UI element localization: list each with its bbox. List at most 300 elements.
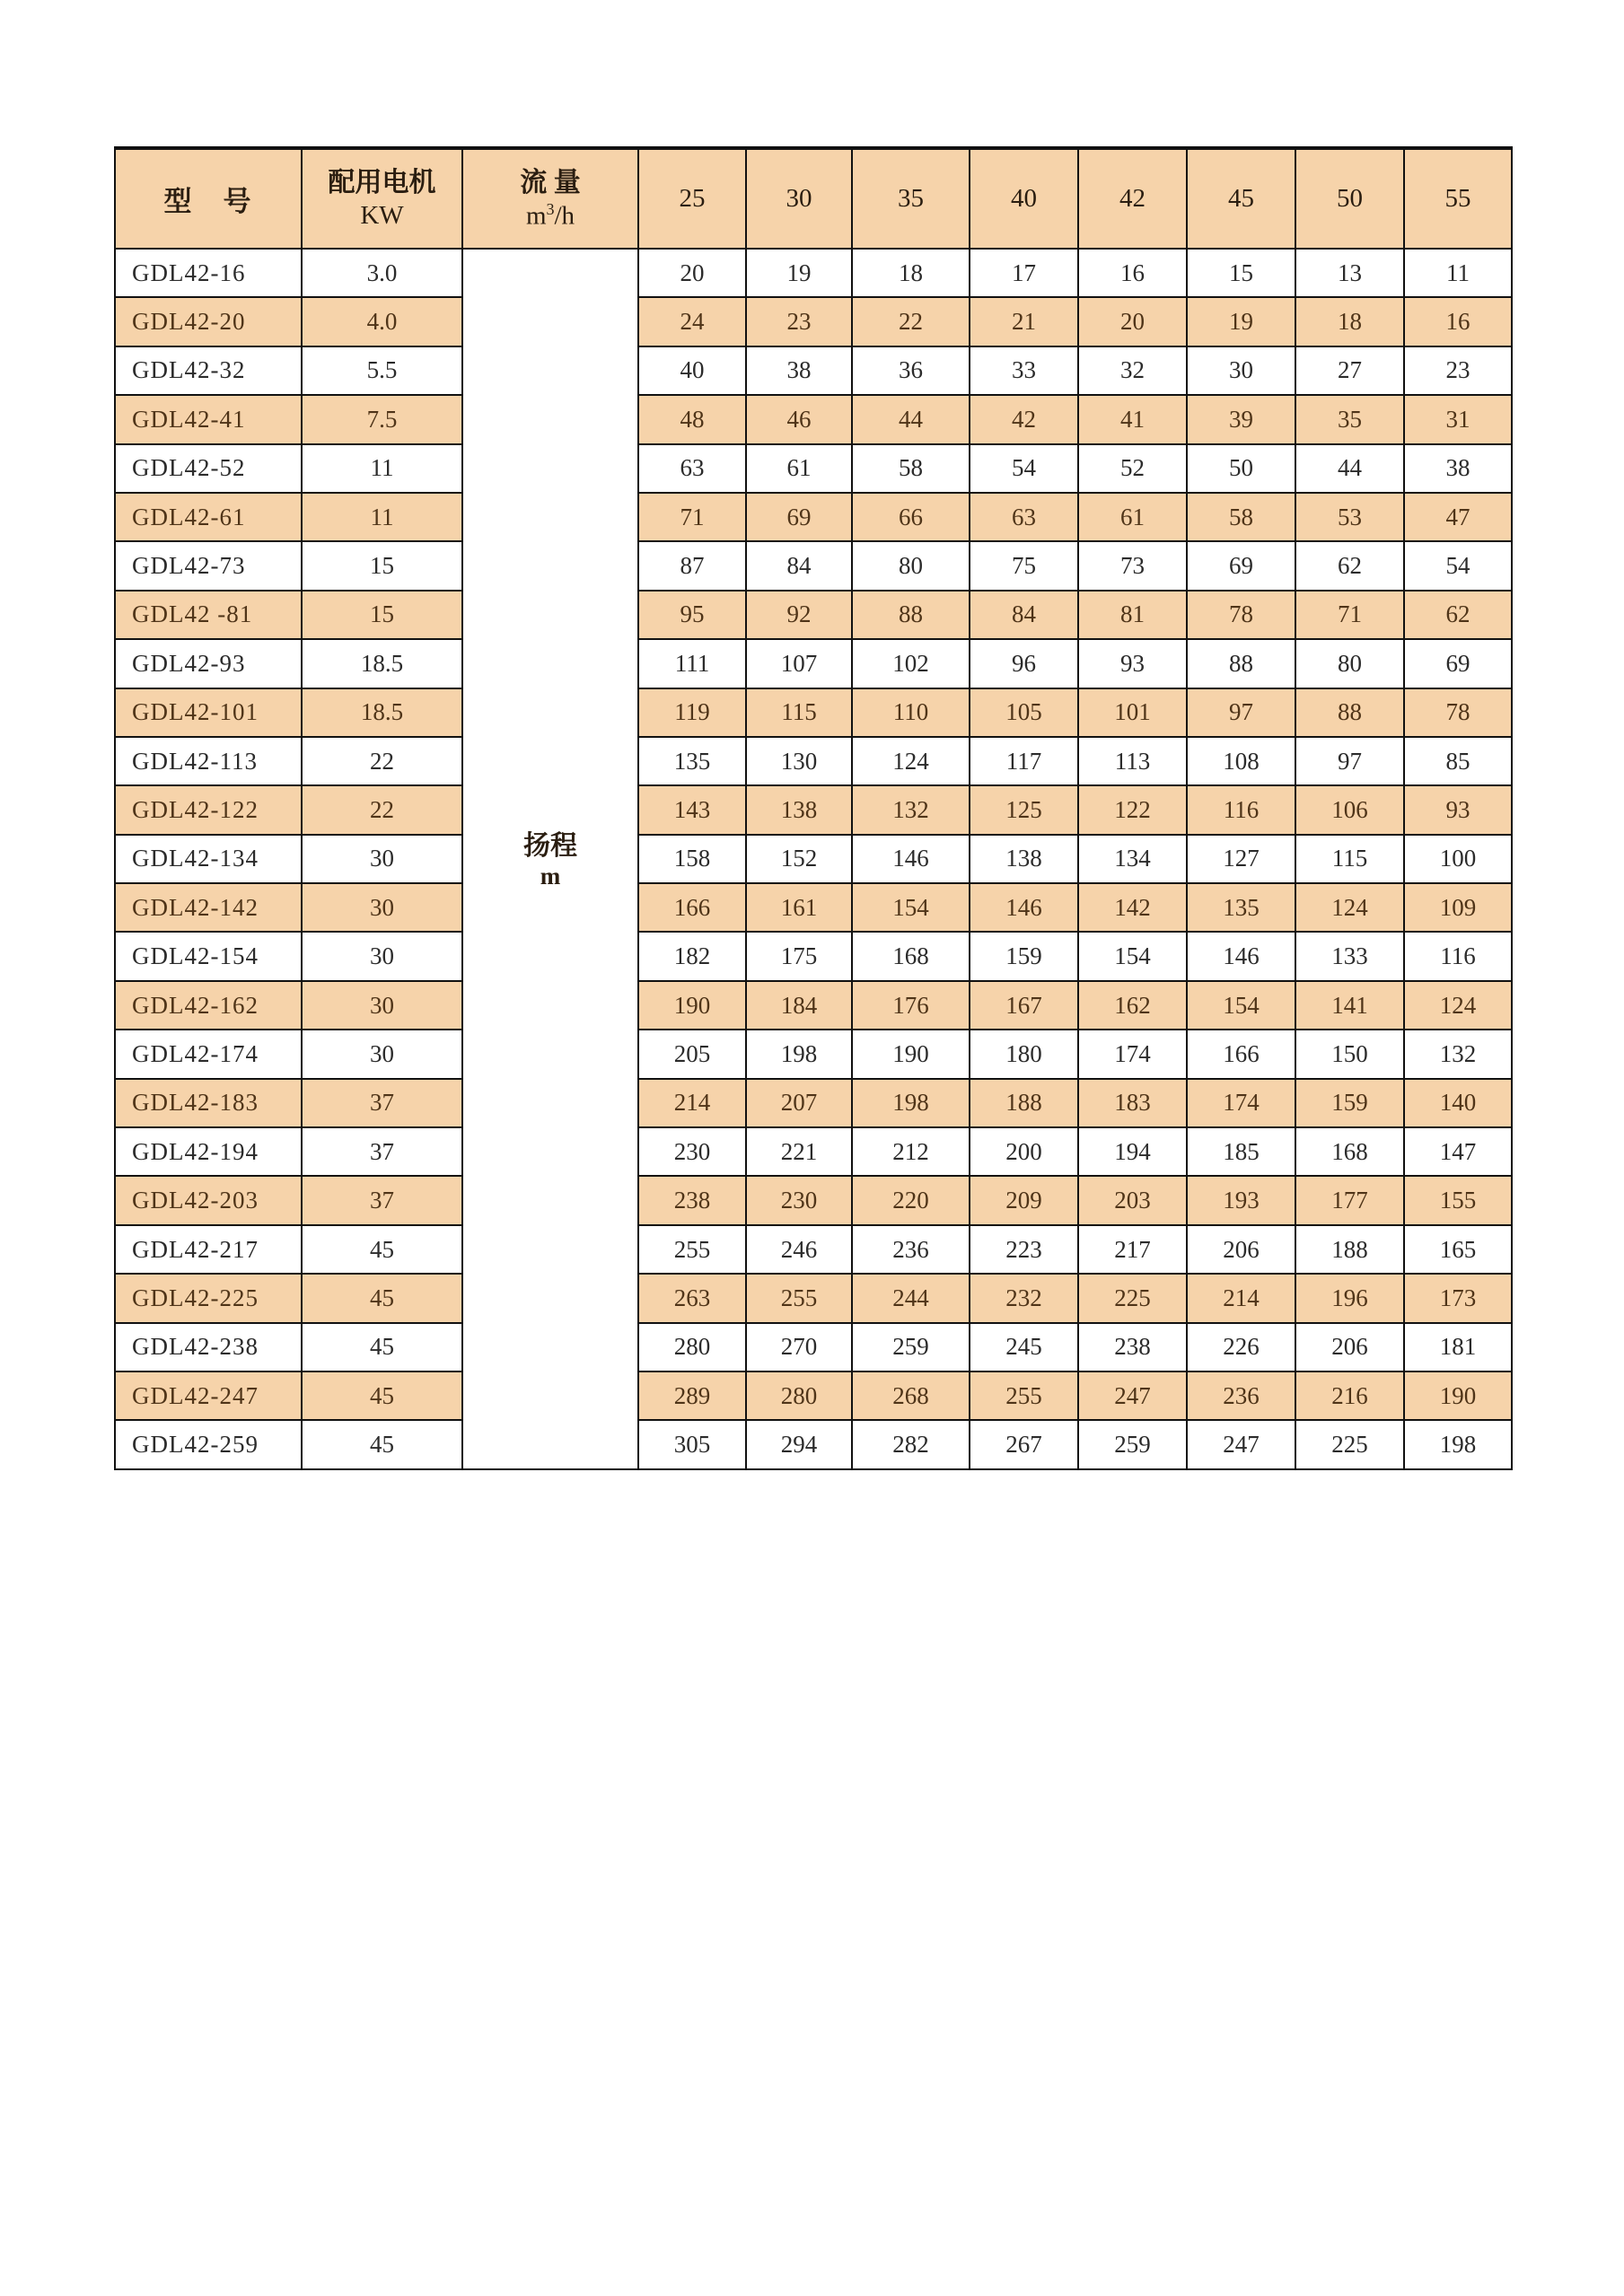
head-value-cell: 63 [970,493,1078,541]
head-value-cell: 18 [852,249,970,297]
head-unit: m [540,862,561,889]
head-value-cell: 146 [852,835,970,883]
table-row [115,639,1512,688]
table-row [115,1323,1512,1371]
model-cell: GDL42-259 [115,1420,302,1468]
head-value-cell: 73 [1078,541,1187,590]
head-value-cell: 85 [1404,737,1512,785]
head-value-cell: 71 [1295,591,1404,639]
head-value-cell: 181 [1404,1323,1512,1371]
head-value-cell: 125 [970,785,1078,834]
head-value-cell: 66 [852,493,970,541]
kw-cell: 45 [302,1323,462,1371]
head-value-cell: 150 [1295,1030,1404,1078]
model-cell: GDL42-113 [115,737,302,785]
head-value-cell: 81 [1078,591,1187,639]
head-value-cell: 127 [1187,835,1295,883]
head-value-cell: 154 [852,883,970,932]
model-cell: GDL42-16 [115,249,302,297]
model-cell: GDL42-203 [115,1176,302,1224]
head-value-cell: 119 [638,688,746,737]
head-value-cell: 88 [1187,639,1295,688]
table-header [115,148,1512,249]
head-value-cell: 40 [638,346,746,395]
head-value-cell: 53 [1295,493,1404,541]
head-value-cell: 143 [638,785,746,834]
head-value-cell: 268 [852,1371,970,1420]
head-value-cell: 17 [970,249,1078,297]
kw-cell: 30 [302,835,462,883]
head-value-cell: 141 [1295,981,1404,1030]
flow-unit-suffix: /h [554,201,575,231]
kw-cell: 37 [302,1127,462,1176]
head-value-cell: 101 [1078,688,1187,737]
model-cell: GDL42-32 [115,346,302,395]
kw-cell: 18.5 [302,688,462,737]
header-cell-motor [302,148,462,249]
head-value-cell: 206 [1187,1225,1295,1274]
head-value-cell: 124 [1404,981,1512,1030]
head-value-cell: 282 [852,1420,970,1468]
head-value-cell: 44 [852,395,970,443]
table-row [115,1127,1512,1176]
kw-cell: 30 [302,1030,462,1078]
kw-cell: 11 [302,444,462,493]
head-value-cell: 225 [1295,1420,1404,1468]
head-value-cell: 78 [1404,688,1512,737]
table-row [115,932,1512,980]
kw-cell: 37 [302,1079,462,1127]
head-value-cell: 142 [1078,883,1187,932]
head-value-cell: 71 [638,493,746,541]
head-value-cell: 39 [1187,395,1295,443]
head-value-cell: 161 [746,883,852,932]
head-value-cell: 62 [1295,541,1404,590]
kw-cell: 22 [302,785,462,834]
head-value-cell: 124 [852,737,970,785]
head-value-cell: 107 [746,639,852,688]
table-row [115,249,1512,297]
head-value-cell: 177 [1295,1176,1404,1224]
header-cell-flow-25: 25 [638,148,746,249]
head-value-cell: 124 [1295,883,1404,932]
kw-cell: 45 [302,1371,462,1420]
head-value-cell: 30 [1187,346,1295,395]
kw-cell: 7.5 [302,395,462,443]
head-value-cell: 61 [1078,493,1187,541]
head-value-cell: 16 [1404,297,1512,346]
model-cell: GDL42-225 [115,1274,302,1322]
head-value-cell: 173 [1404,1274,1512,1322]
model-cell: GDL42-61 [115,493,302,541]
head-value-cell: 194 [1078,1127,1187,1176]
head-value-cell: 92 [746,591,852,639]
head-value-cell: 174 [1078,1030,1187,1078]
model-cell: GDL42-101 [115,688,302,737]
kw-cell: 11 [302,493,462,541]
kw-cell: 37 [302,1176,462,1224]
head-value-cell: 220 [852,1176,970,1224]
head-value-cell: 188 [1295,1225,1404,1274]
table-row [115,1225,1512,1274]
head-value-cell: 190 [852,1030,970,1078]
head-value-cell: 168 [852,932,970,980]
head-value-cell: 185 [1187,1127,1295,1176]
head-value-cell: 140 [1404,1079,1512,1127]
model-cell: GDL42-247 [115,1371,302,1420]
model-cell: GDL42-52 [115,444,302,493]
flow-unit-base: m [525,201,547,231]
head-value-cell: 75 [970,541,1078,590]
flow-unit [463,200,637,232]
head-value-cell: 110 [852,688,970,737]
head-unit-cell [462,249,638,1469]
kw-cell: 45 [302,1225,462,1274]
model-cell: GDL42-93 [115,639,302,688]
head-value-cell: 180 [970,1030,1078,1078]
head-value-cell: 24 [638,297,746,346]
head-value-cell: 230 [746,1176,852,1224]
head-value-cell: 19 [1187,297,1295,346]
head-value-cell: 138 [746,785,852,834]
head-value-cell: 214 [638,1079,746,1127]
head-value-cell: 221 [746,1127,852,1176]
head-value-cell: 33 [970,346,1078,395]
table-row [115,785,1512,834]
model-cell: GDL42-134 [115,835,302,883]
head-value-cell: 84 [970,591,1078,639]
head-value-cell: 13 [1295,249,1404,297]
head-value-cell: 280 [746,1371,852,1420]
kw-cell: 45 [302,1274,462,1322]
head-value-cell: 102 [852,639,970,688]
head-value-cell: 247 [1187,1420,1295,1468]
head-value-cell: 54 [970,444,1078,493]
table-body [115,249,1512,1469]
head-value-cell: 19 [746,249,852,297]
model-cell: GDL42-238 [115,1323,302,1371]
head-value-cell: 294 [746,1420,852,1468]
model-cell: GDL42-154 [115,932,302,980]
head-value-cell: 152 [746,835,852,883]
head-value-cell: 54 [1404,541,1512,590]
model-cell: GDL42-41 [115,395,302,443]
head-value-cell: 183 [1078,1079,1187,1127]
head-value-cell: 96 [970,639,1078,688]
head-value-cell: 50 [1187,444,1295,493]
model-cell: GDL42-217 [115,1225,302,1274]
head-value-cell: 184 [746,981,852,1030]
head-value-cell: 236 [852,1225,970,1274]
model-cell: GDL42-162 [115,981,302,1030]
head-value-cell: 16 [1078,249,1187,297]
head-value-cell: 190 [1404,1371,1512,1420]
head-value-cell: 21 [970,297,1078,346]
head-value-cell: 154 [1078,932,1187,980]
head-value-cell: 162 [1078,981,1187,1030]
head-value-cell: 122 [1078,785,1187,834]
head-value-cell: 259 [1078,1420,1187,1468]
head-value-cell: 52 [1078,444,1187,493]
table-row [115,835,1512,883]
table-row [115,688,1512,737]
head-value-cell: 166 [638,883,746,932]
head-value-cell: 93 [1404,785,1512,834]
kw-cell: 15 [302,591,462,639]
header-cell-model: 型 号 [115,148,302,249]
head-value-cell: 58 [1187,493,1295,541]
head-value-cell: 109 [1404,883,1512,932]
table-row [115,346,1512,395]
head-value-cell: 69 [746,493,852,541]
head-value-cell: 198 [852,1079,970,1127]
head-value-cell: 62 [1404,591,1512,639]
table-row [115,1079,1512,1127]
head-value-cell: 159 [1295,1079,1404,1127]
table-row [115,297,1512,346]
model-cell: GDL42-73 [115,541,302,590]
head-value-cell: 198 [746,1030,852,1078]
head-value-cell: 259 [852,1323,970,1371]
kw-cell: 30 [302,981,462,1030]
head-value-cell: 146 [1187,932,1295,980]
head-value-cell: 225 [1078,1274,1187,1322]
head-value-cell: 38 [746,346,852,395]
motor-label: 配用电机 [328,168,436,198]
head-value-cell: 88 [1295,688,1404,737]
head-value-cell: 255 [970,1371,1078,1420]
head-value-cell: 95 [638,591,746,639]
head-value-cell: 217 [1078,1225,1187,1274]
head-value-cell: 97 [1295,737,1404,785]
flow-label: 流 量 [520,168,581,198]
head-value-cell: 246 [746,1225,852,1274]
header-cell-flow-30: 30 [746,148,852,249]
head-label: 扬程 [523,830,577,861]
head-value-cell: 167 [970,981,1078,1030]
head-value-cell: 63 [638,444,746,493]
kw-cell: 18.5 [302,639,462,688]
head-value-cell: 133 [1295,932,1404,980]
head-value-cell: 214 [1187,1274,1295,1322]
model-cell: GDL42-174 [115,1030,302,1078]
head-value-cell: 205 [638,1030,746,1078]
head-value-cell: 46 [746,395,852,443]
model-cell: GDL42-20 [115,297,302,346]
head-value-cell: 147 [1404,1127,1512,1176]
head-value-cell: 31 [1404,395,1512,443]
head-value-cell: 212 [852,1127,970,1176]
head-value-cell: 146 [970,883,1078,932]
head-value-cell: 27 [1295,346,1404,395]
head-value-cell: 61 [746,444,852,493]
head-value-cell: 58 [852,444,970,493]
head-value-cell: 69 [1404,639,1512,688]
head-value-cell: 236 [1187,1371,1295,1420]
header-row [115,148,1512,249]
head-value-cell: 130 [746,737,852,785]
head-value-cell: 42 [970,395,1078,443]
head-value-cell: 105 [970,688,1078,737]
kw-cell: 15 [302,541,462,590]
table-row [115,981,1512,1030]
header-cell-flow [462,148,638,249]
head-value-cell: 174 [1187,1079,1295,1127]
head-value-cell: 280 [638,1323,746,1371]
head-value-cell: 80 [852,541,970,590]
head-value-cell: 196 [1295,1274,1404,1322]
head-value-cell: 18 [1295,297,1404,346]
head-value-cell: 47 [1404,493,1512,541]
head-value-cell: 245 [970,1323,1078,1371]
head-value-cell: 200 [970,1127,1078,1176]
header-cell-flow-40: 40 [970,148,1078,249]
head-value-cell: 216 [1295,1371,1404,1420]
table-row [115,591,1512,639]
head-value-cell: 35 [1295,395,1404,443]
head-value-cell: 190 [638,981,746,1030]
head-value-cell: 203 [1078,1176,1187,1224]
table-row [115,1420,1512,1468]
kw-cell: 5.5 [302,346,462,395]
kw-cell: 45 [302,1420,462,1468]
head-value-cell: 93 [1078,639,1187,688]
head-value-cell: 255 [746,1274,852,1322]
head-value-cell: 168 [1295,1127,1404,1176]
kw-cell: 4.0 [302,297,462,346]
head-value-cell: 226 [1187,1323,1295,1371]
table-row [115,1176,1512,1224]
head-value-cell: 270 [746,1323,852,1371]
head-value-cell: 106 [1295,785,1404,834]
head-value-cell: 244 [852,1274,970,1322]
head-value-cell: 115 [1295,835,1404,883]
table-row [115,1371,1512,1420]
table-row [115,395,1512,443]
head-value-cell: 97 [1187,688,1295,737]
head-value-cell: 132 [852,785,970,834]
head-value-cell: 80 [1295,639,1404,688]
header-cell-flow-50: 50 [1295,148,1404,249]
header-cell-flow-35: 35 [852,148,970,249]
head-value-cell: 206 [1295,1323,1404,1371]
head-value-cell: 88 [852,591,970,639]
head-value-cell: 117 [970,737,1078,785]
motor-unit: KW [360,200,404,230]
table-row [115,883,1512,932]
header-cell-flow-42: 42 [1078,148,1187,249]
model-cell: GDL42-122 [115,785,302,834]
head-value-cell: 267 [970,1420,1078,1468]
head-value-cell: 223 [970,1225,1078,1274]
head-value-cell: 238 [1078,1323,1187,1371]
head-value-cell: 198 [1404,1420,1512,1468]
head-value-cell: 69 [1187,541,1295,590]
head-value-cell: 15 [1187,249,1295,297]
head-value-cell: 48 [638,395,746,443]
table-row [115,493,1512,541]
head-value-cell: 23 [1404,346,1512,395]
head-value-cell: 23 [746,297,852,346]
kw-cell: 30 [302,883,462,932]
head-value-cell: 11 [1404,249,1512,297]
head-value-cell: 116 [1187,785,1295,834]
head-value-cell: 154 [1187,981,1295,1030]
head-value-cell: 165 [1404,1225,1512,1274]
head-value-cell: 115 [746,688,852,737]
head-value-cell: 175 [746,932,852,980]
head-value-cell: 182 [638,932,746,980]
head-value-cell: 263 [638,1274,746,1322]
head-value-cell: 116 [1404,932,1512,980]
head-value-cell: 100 [1404,835,1512,883]
head-value-cell: 193 [1187,1176,1295,1224]
table-row [115,444,1512,493]
header-cell-flow-45: 45 [1187,148,1295,249]
head-value-cell: 22 [852,297,970,346]
header-cell-flow-55: 55 [1404,148,1512,249]
head-value-cell: 166 [1187,1030,1295,1078]
head-value-cell: 20 [638,249,746,297]
table-row [115,737,1512,785]
model-cell: GDL42-194 [115,1127,302,1176]
table-row [115,1030,1512,1078]
head-value-cell: 138 [970,835,1078,883]
head-value-cell: 36 [852,346,970,395]
head-value-cell: 135 [638,737,746,785]
head-value-cell: 78 [1187,591,1295,639]
head-value-cell: 134 [1078,835,1187,883]
head-value-cell: 32 [1078,346,1187,395]
head-value-cell: 232 [970,1274,1078,1322]
head-value-cell: 176 [852,981,970,1030]
head-value-cell: 111 [638,639,746,688]
flow-unit-sup: 3 [546,199,555,218]
head-value-cell: 188 [970,1079,1078,1127]
head-value-cell: 255 [638,1225,746,1274]
kw-cell: 22 [302,737,462,785]
head-value-cell: 84 [746,541,852,590]
model-cell: GDL42-183 [115,1079,302,1127]
model-cell: GDL42-142 [115,883,302,932]
head-value-cell: 238 [638,1176,746,1224]
model-cell: GDL42 -81 [115,591,302,639]
head-value-cell: 305 [638,1420,746,1468]
head-value-cell: 247 [1078,1371,1187,1420]
head-value-cell: 20 [1078,297,1187,346]
kw-cell: 3.0 [302,249,462,297]
head-value-cell: 159 [970,932,1078,980]
head-value-cell: 87 [638,541,746,590]
head-value-cell: 207 [746,1079,852,1127]
head-value-cell: 44 [1295,444,1404,493]
head-value-cell: 230 [638,1127,746,1176]
head-value-cell: 41 [1078,395,1187,443]
table-row [115,1274,1512,1322]
table-row [115,541,1512,590]
head-value-cell: 135 [1187,883,1295,932]
pump-spec-table [114,146,1513,1470]
head-value-cell: 113 [1078,737,1187,785]
kw-cell: 30 [302,932,462,980]
head-value-cell: 155 [1404,1176,1512,1224]
head-value-cell: 38 [1404,444,1512,493]
head-value-cell: 158 [638,835,746,883]
head-value-cell: 108 [1187,737,1295,785]
head-value-cell: 209 [970,1176,1078,1224]
head-value-cell: 289 [638,1371,746,1420]
head-value-cell: 132 [1404,1030,1512,1078]
